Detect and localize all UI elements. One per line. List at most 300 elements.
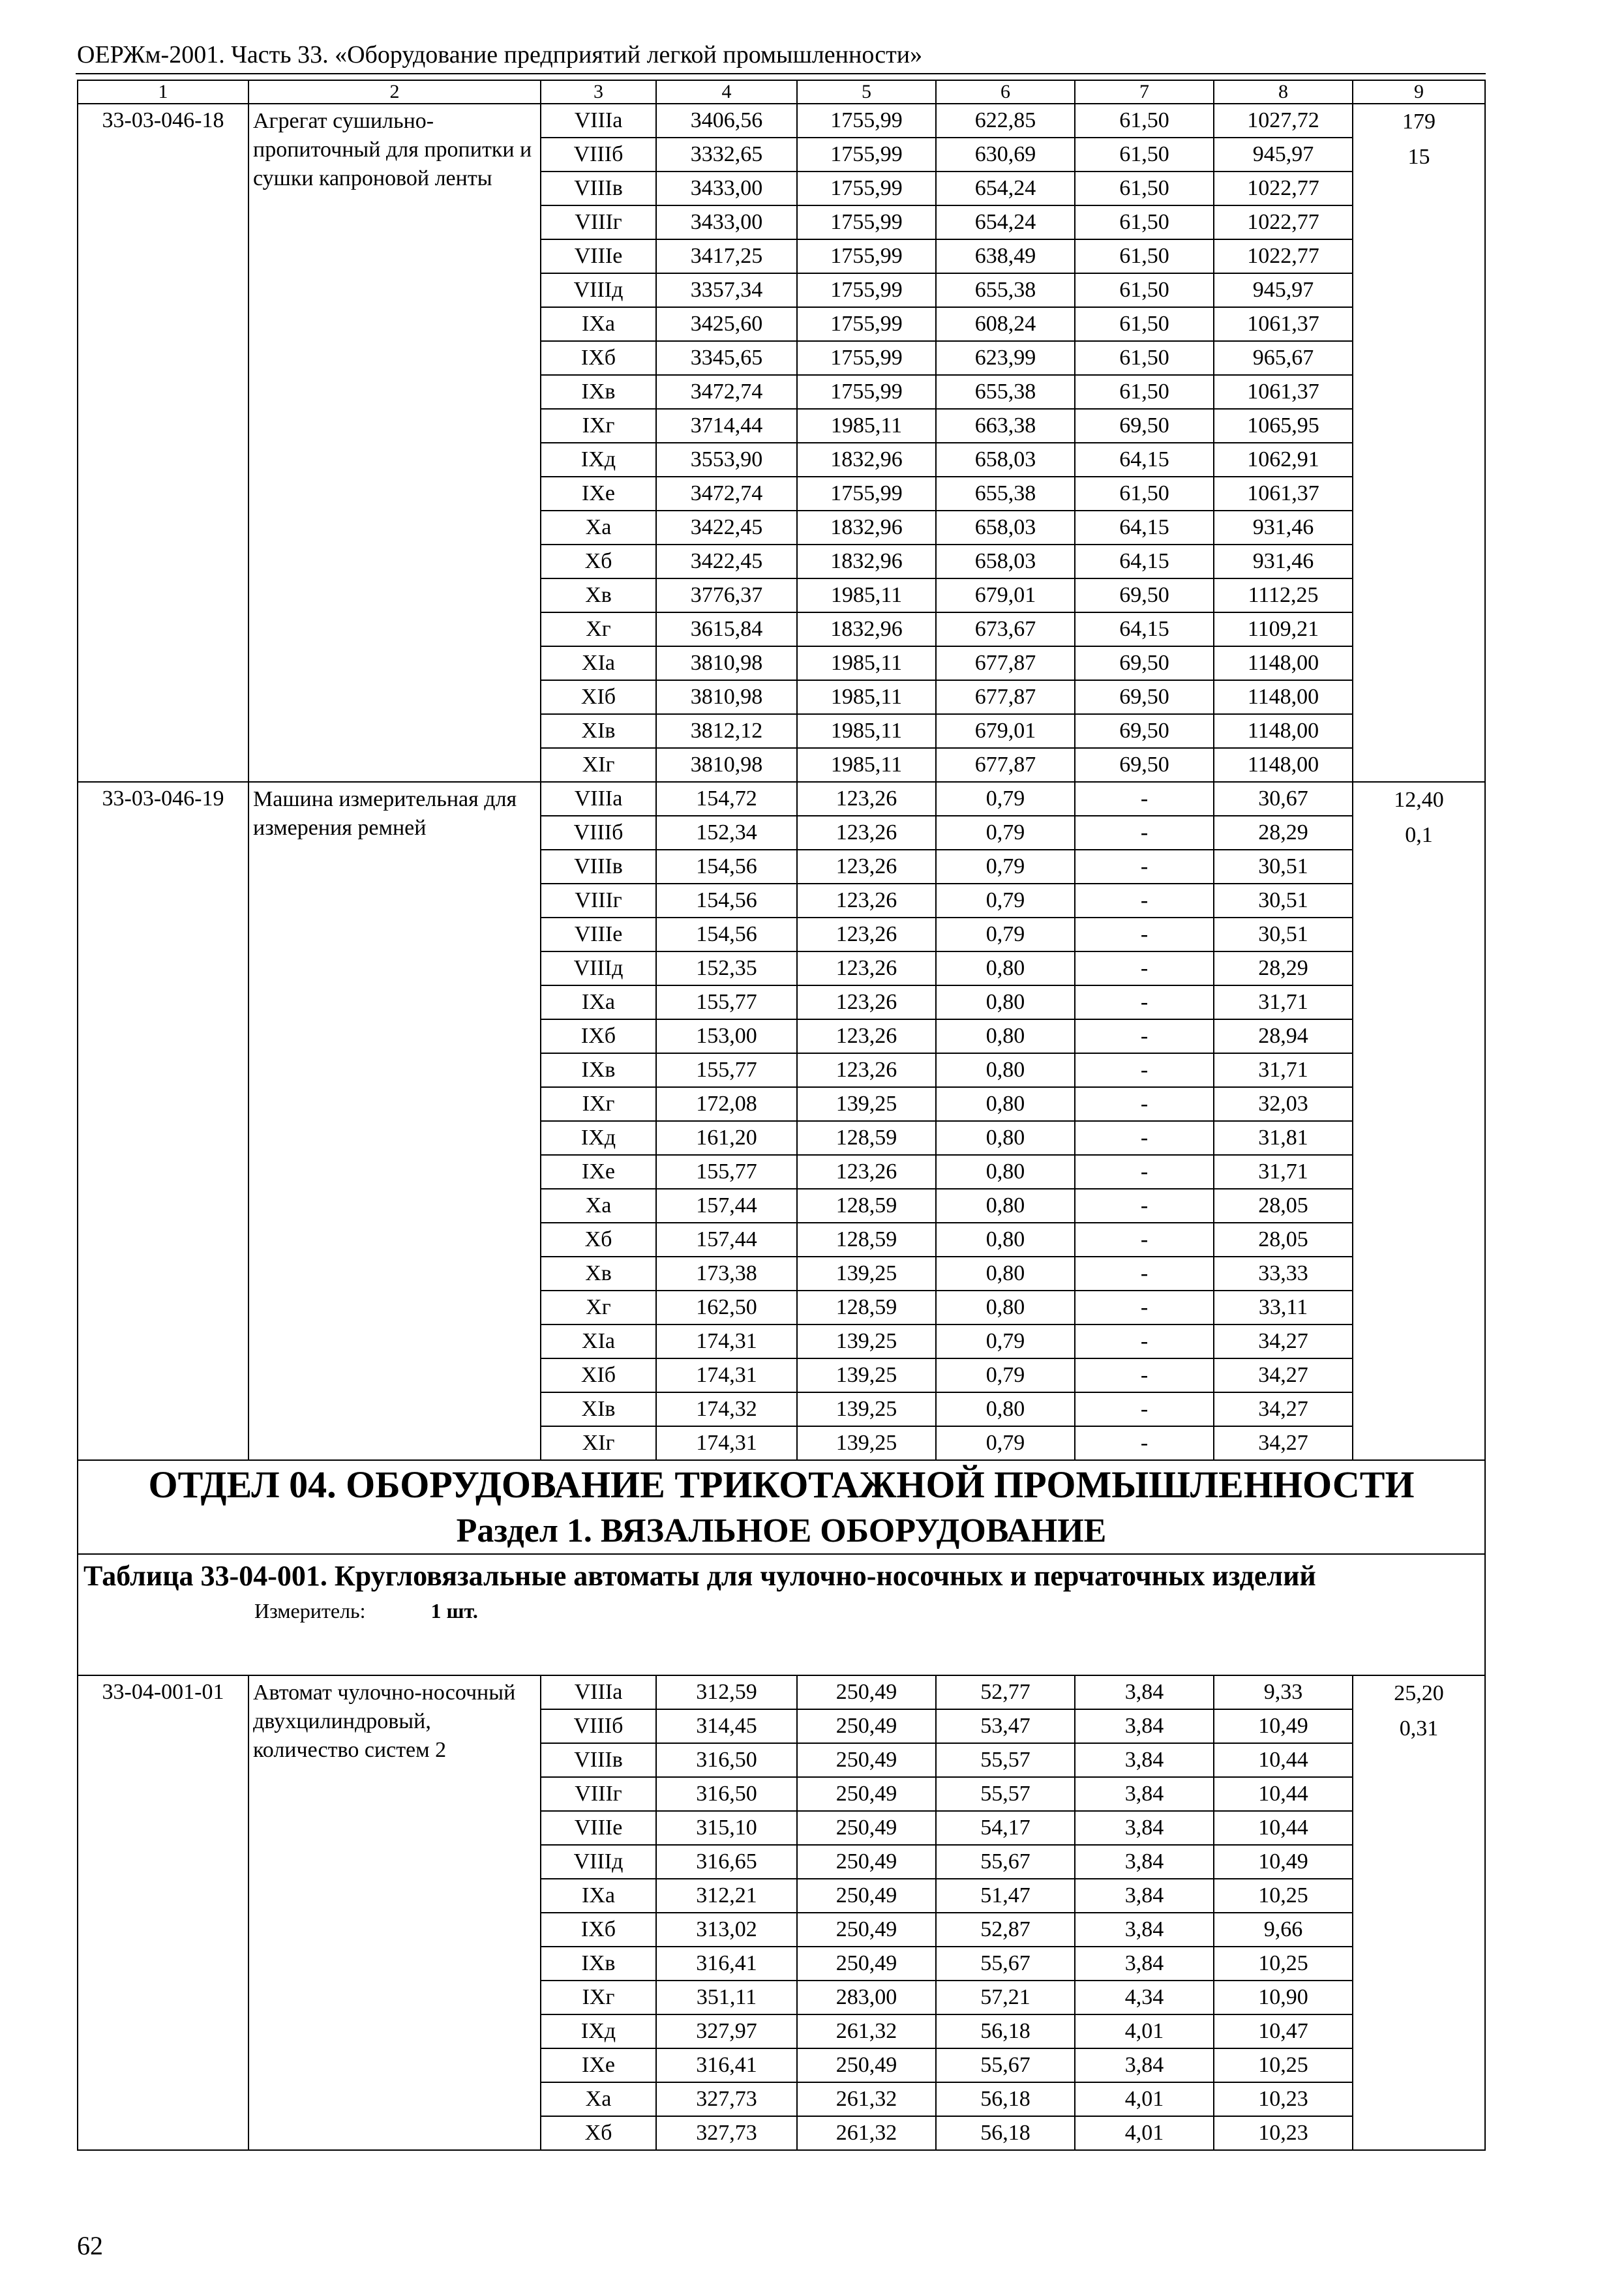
rate-value: 250,49 xyxy=(797,1675,936,1709)
rate-value: 55,57 xyxy=(936,1743,1075,1777)
rate-value: 139,25 xyxy=(797,1324,936,1358)
rate-value: 28,94 xyxy=(1214,1019,1353,1053)
rate-value: 162,50 xyxy=(656,1291,797,1324)
rate-value: 0,80 xyxy=(936,1053,1075,1087)
rate-value: 28,05 xyxy=(1214,1223,1353,1257)
rate-value: 123,26 xyxy=(797,782,936,816)
rate-value: 28,29 xyxy=(1214,816,1353,850)
region-code: VIIIб xyxy=(541,1709,656,1743)
region-code: VIIIа xyxy=(541,1675,656,1709)
equipment-name: Агрегат сушильно-пропиточный для пропитки и сушки капроновой ленты xyxy=(248,104,541,782)
table-row xyxy=(78,782,1485,816)
region-code: VIIIа xyxy=(541,104,656,138)
rate-value: 157,44 xyxy=(656,1189,797,1223)
rate-value: 172,08 xyxy=(656,1087,797,1121)
rate-value: 630,69 xyxy=(936,138,1075,172)
column-number: 3 xyxy=(541,80,656,104)
region-code: XIб xyxy=(541,680,656,714)
region-code: XIв xyxy=(541,714,656,748)
region-code: IXд xyxy=(541,1121,656,1155)
rate-value: 10,90 xyxy=(1214,1981,1353,2014)
column-number: 2 xyxy=(248,80,541,104)
header-rule xyxy=(76,73,1486,74)
rate-value: 1755,99 xyxy=(797,273,936,307)
rate-value: 123,26 xyxy=(797,1155,936,1189)
rate-value: 56,18 xyxy=(936,2082,1075,2116)
section-heading xyxy=(78,1460,1485,1554)
rate-value: 261,32 xyxy=(797,2014,936,2048)
rate-value: 0,79 xyxy=(936,1324,1075,1358)
equipment-name: Автомат чулочно-носочный двухцилиндровый, количество систем 2 xyxy=(248,1675,541,2150)
rate-value: 128,59 xyxy=(797,1291,936,1324)
rate-value: - xyxy=(1075,1257,1214,1291)
rate-value: 1061,37 xyxy=(1214,307,1353,341)
rate-value: 123,26 xyxy=(797,985,936,1019)
rate-value: - xyxy=(1075,816,1214,850)
rate-value: - xyxy=(1075,850,1214,884)
rate-value: 250,49 xyxy=(797,1743,936,1777)
rate-value: 123,26 xyxy=(797,884,936,918)
table-caption-row xyxy=(78,1554,1485,1675)
rate-value: 30,51 xyxy=(1214,884,1353,918)
rate-value: 161,20 xyxy=(656,1121,797,1155)
col9-value: 179 xyxy=(1402,110,1436,134)
rate-value: 61,50 xyxy=(1075,172,1214,205)
region-code: XIг xyxy=(541,748,656,782)
rate-value: 312,59 xyxy=(656,1675,797,1709)
rate-value: 3714,44 xyxy=(656,409,797,443)
measure-line xyxy=(83,1598,1479,1624)
rate-value: 10,44 xyxy=(1214,1777,1353,1811)
rate-value: 69,50 xyxy=(1075,748,1214,782)
rate-value: 677,87 xyxy=(936,646,1075,680)
rate-value: - xyxy=(1075,1358,1214,1392)
region-code: XIб xyxy=(541,1358,656,1392)
rate-value: - xyxy=(1075,1392,1214,1426)
rate-value: 931,46 xyxy=(1214,511,1353,545)
rate-value: 316,50 xyxy=(656,1743,797,1777)
rate-value: 1022,77 xyxy=(1214,172,1353,205)
rate-value: 31,71 xyxy=(1214,985,1353,1019)
rate-value: 61,50 xyxy=(1075,477,1214,511)
col9-value: 0,1 xyxy=(1405,823,1433,847)
rate-value: 55,67 xyxy=(936,1845,1075,1879)
rate-value: 3810,98 xyxy=(656,680,797,714)
region-code: IXе xyxy=(541,2048,656,2082)
region-code: IXв xyxy=(541,375,656,409)
rate-value: 123,26 xyxy=(797,918,936,951)
rate-value: 622,85 xyxy=(936,104,1075,138)
rate-value: - xyxy=(1075,1019,1214,1053)
region-code: IXе xyxy=(541,1155,656,1189)
rate-value: - xyxy=(1075,884,1214,918)
region-code: VIIIв xyxy=(541,850,656,884)
rate-value: 0,79 xyxy=(936,850,1075,884)
region-code: Xа xyxy=(541,511,656,545)
rate-value: - xyxy=(1075,782,1214,816)
rate-value: 3433,00 xyxy=(656,172,797,205)
rate-value: 10,47 xyxy=(1214,2014,1353,2048)
rate-value: 3,84 xyxy=(1075,1947,1214,1981)
rate-value: 10,49 xyxy=(1214,1845,1353,1879)
region-code: IXв xyxy=(541,1053,656,1087)
region-code: Xа xyxy=(541,2082,656,2116)
rate-value: 28,29 xyxy=(1214,951,1353,985)
region-code: IXд xyxy=(541,2014,656,2048)
rate-value: 313,02 xyxy=(656,1913,797,1947)
rate-value: 250,49 xyxy=(797,1947,936,1981)
rate-value: 1985,11 xyxy=(797,409,936,443)
rate-value: 673,67 xyxy=(936,612,1075,646)
region-code: IXг xyxy=(541,1087,656,1121)
rate-value: 679,01 xyxy=(936,714,1075,748)
rate-value: 1985,11 xyxy=(797,680,936,714)
rate-value: 655,38 xyxy=(936,375,1075,409)
rate-value: 931,46 xyxy=(1214,545,1353,578)
rate-value: 154,56 xyxy=(656,884,797,918)
rate-value: 52,87 xyxy=(936,1913,1075,1947)
rate-value: 4,34 xyxy=(1075,1981,1214,2014)
rate-value: 3357,34 xyxy=(656,273,797,307)
rate-value: - xyxy=(1075,951,1214,985)
rate-value: 3422,45 xyxy=(656,545,797,578)
rate-value: 0,79 xyxy=(936,918,1075,951)
rate-value: 655,38 xyxy=(936,477,1075,511)
rate-value: 3,84 xyxy=(1075,1811,1214,1845)
rate-code: 33-03-046-19 xyxy=(78,782,248,1460)
section-heading-row xyxy=(78,1460,1485,1554)
rate-value: 327,73 xyxy=(656,2082,797,2116)
region-code: IXб xyxy=(541,1019,656,1053)
rate-value: 3810,98 xyxy=(656,748,797,782)
rate-value: 155,77 xyxy=(656,1155,797,1189)
rate-value: 1755,99 xyxy=(797,375,936,409)
rate-value: 61,50 xyxy=(1075,239,1214,273)
rate-value: 0,80 xyxy=(936,985,1075,1019)
rate-value: 69,50 xyxy=(1075,646,1214,680)
rate-value: 4,01 xyxy=(1075,2116,1214,2150)
table-caption xyxy=(78,1554,1485,1675)
rate-value: 56,18 xyxy=(936,2014,1075,2048)
col9-value: 0,31 xyxy=(1399,1716,1439,1741)
rate-value: 677,87 xyxy=(936,680,1075,714)
rate-value: 61,50 xyxy=(1075,341,1214,375)
rate-value: 123,26 xyxy=(797,951,936,985)
rate-value: - xyxy=(1075,1087,1214,1121)
rate-value: 3345,65 xyxy=(656,341,797,375)
rate-value: 315,10 xyxy=(656,1811,797,1845)
rate-value: 31,71 xyxy=(1214,1053,1353,1087)
rate-value: 250,49 xyxy=(797,1913,936,1947)
rate-value: 155,77 xyxy=(656,1053,797,1087)
rate-value: 174,31 xyxy=(656,1324,797,1358)
rate-value: 30,51 xyxy=(1214,850,1353,884)
rate-value: - xyxy=(1075,1121,1214,1155)
rate-value: 69,50 xyxy=(1075,578,1214,612)
rate-value: 61,50 xyxy=(1075,205,1214,239)
column-number: 4 xyxy=(656,80,797,104)
rate-value: 1985,11 xyxy=(797,714,936,748)
rate-value: 53,47 xyxy=(936,1709,1075,1743)
region-code: IXв xyxy=(541,1947,656,1981)
rate-value: 654,24 xyxy=(936,172,1075,205)
rate-value: 10,25 xyxy=(1214,1879,1353,1913)
rate-value: 34,27 xyxy=(1214,1426,1353,1460)
region-code: Xа xyxy=(541,1189,656,1223)
rate-value: 55,67 xyxy=(936,1947,1075,1981)
region-code: VIIIг xyxy=(541,205,656,239)
rate-value: 3332,65 xyxy=(656,138,797,172)
rate-value: 1022,77 xyxy=(1214,205,1353,239)
rate-value: 1027,72 xyxy=(1214,104,1353,138)
rate-value: 128,59 xyxy=(797,1223,936,1257)
rate-value: 679,01 xyxy=(936,578,1075,612)
rate-value: 10,23 xyxy=(1214,2116,1353,2150)
equipment-name: Машина измерительная для измерения ремней xyxy=(248,782,541,1460)
region-code: IXе xyxy=(541,477,656,511)
rate-value: 10,25 xyxy=(1214,1947,1353,1981)
rate-value: 4,01 xyxy=(1075,2082,1214,2116)
rate-value: 1065,95 xyxy=(1214,409,1353,443)
col9-value: 15 xyxy=(1407,145,1430,169)
rate-value: 1148,00 xyxy=(1214,680,1353,714)
rates-table xyxy=(77,80,1486,2151)
rate-value: 1832,96 xyxy=(797,443,936,477)
rate-value: 351,11 xyxy=(656,1981,797,2014)
region-code: IXг xyxy=(541,409,656,443)
region-code: Xг xyxy=(541,1291,656,1324)
measure-unit: 1 шт. xyxy=(430,1599,478,1623)
region-code: IXг xyxy=(541,1981,656,2014)
rate-value: 123,26 xyxy=(797,1053,936,1087)
column-number: 1 xyxy=(78,80,248,104)
section-subtitle: Раздел 1. ВЯЗАЛЬНОЕ ОБОРУДОВАНИЕ xyxy=(456,1512,1107,1549)
rate-value: - xyxy=(1075,1189,1214,1223)
rate-code: 33-03-046-18 xyxy=(78,104,248,782)
rate-value: 157,44 xyxy=(656,1223,797,1257)
rate-value: 3425,60 xyxy=(656,307,797,341)
rate-value: 0,80 xyxy=(936,1257,1075,1291)
rate-value: 128,59 xyxy=(797,1189,936,1223)
rate-value: 154,72 xyxy=(656,782,797,816)
rate-value: 1062,91 xyxy=(1214,443,1353,477)
rate-value: 1755,99 xyxy=(797,205,936,239)
rate-value: 945,97 xyxy=(1214,273,1353,307)
rate-value: 61,50 xyxy=(1075,273,1214,307)
rate-value: 0,80 xyxy=(936,951,1075,985)
region-code: XIв xyxy=(541,1392,656,1426)
rate-value: 250,49 xyxy=(797,1879,936,1913)
page-header: ОЕРЖм-2001. Часть 33. «Оборудование предприятий легкой промышленности» xyxy=(77,41,923,68)
rate-value: 1755,99 xyxy=(797,341,936,375)
rate-value: 327,73 xyxy=(656,2116,797,2150)
rate-value: 654,24 xyxy=(936,205,1075,239)
rate-value: 28,05 xyxy=(1214,1189,1353,1223)
rate-value: 1832,96 xyxy=(797,545,936,578)
rate-value: 1832,96 xyxy=(797,612,936,646)
measure-label: Измеритель: xyxy=(254,1599,366,1623)
rate-value: 3472,74 xyxy=(656,375,797,409)
rate-value: 658,03 xyxy=(936,443,1075,477)
rate-value: 663,38 xyxy=(936,409,1075,443)
rate-value: 10,44 xyxy=(1214,1743,1353,1777)
rate-value: 69,50 xyxy=(1075,714,1214,748)
region-code: Xб xyxy=(541,2116,656,2150)
region-code: IXд xyxy=(541,443,656,477)
rate-value: 3,84 xyxy=(1075,1709,1214,1743)
rate-value: 0,79 xyxy=(936,1426,1075,1460)
table-row xyxy=(78,1675,1485,1709)
rate-value: 1755,99 xyxy=(797,138,936,172)
rate-value: 3812,12 xyxy=(656,714,797,748)
rate-value: - xyxy=(1075,1426,1214,1460)
rate-value: 123,26 xyxy=(797,850,936,884)
rate-value: 283,00 xyxy=(797,1981,936,2014)
rate-value: 64,15 xyxy=(1075,511,1214,545)
rate-value: 608,24 xyxy=(936,307,1075,341)
rate-value: 677,87 xyxy=(936,748,1075,782)
rate-value: 139,25 xyxy=(797,1087,936,1121)
rate-value: 10,44 xyxy=(1214,1811,1353,1845)
region-code: IXб xyxy=(541,1913,656,1947)
rate-value: 0,80 xyxy=(936,1189,1075,1223)
rate-value: 250,49 xyxy=(797,1811,936,1845)
rate-value: 10,23 xyxy=(1214,2082,1353,2116)
rate-value: - xyxy=(1075,985,1214,1019)
rate-value: 154,56 xyxy=(656,918,797,951)
rate-value: 0,80 xyxy=(936,1019,1075,1053)
rate-value: 0,80 xyxy=(936,1087,1075,1121)
rate-value: 0,79 xyxy=(936,884,1075,918)
rate-value: 3810,98 xyxy=(656,646,797,680)
rate-value: 638,49 xyxy=(936,239,1075,273)
rate-value: 250,49 xyxy=(797,1709,936,1743)
rate-value: 3417,25 xyxy=(656,239,797,273)
region-code: VIIIб xyxy=(541,138,656,172)
rate-value: 51,47 xyxy=(936,1879,1075,1913)
region-code: VIIIа xyxy=(541,782,656,816)
region-code: VIIIд xyxy=(541,1845,656,1879)
rate-value: - xyxy=(1075,1155,1214,1189)
region-code: Xв xyxy=(541,578,656,612)
rate-value: 61,50 xyxy=(1075,104,1214,138)
region-code: IXа xyxy=(541,985,656,1019)
column-number: 6 xyxy=(936,80,1075,104)
rate-value: 30,51 xyxy=(1214,918,1353,951)
column-number: 5 xyxy=(797,80,936,104)
rate-value: 1112,25 xyxy=(1214,578,1353,612)
rate-value: 1109,21 xyxy=(1214,612,1353,646)
rate-value: 3,84 xyxy=(1075,1675,1214,1709)
region-code: XIа xyxy=(541,646,656,680)
region-code: VIIIд xyxy=(541,273,656,307)
rate-value: 623,99 xyxy=(936,341,1075,375)
region-code: IXа xyxy=(541,307,656,341)
column-number: 9 xyxy=(1353,80,1485,104)
rates-table-body xyxy=(78,80,1485,2150)
region-code: VIIIе xyxy=(541,239,656,273)
region-code: VIIIв xyxy=(541,172,656,205)
rate-value: 64,15 xyxy=(1075,612,1214,646)
rate-value: 1985,11 xyxy=(797,646,936,680)
rate-value: 64,15 xyxy=(1075,443,1214,477)
rate-value: 945,97 xyxy=(1214,138,1353,172)
region-code: Xб xyxy=(541,1223,656,1257)
rate-value: 3,84 xyxy=(1075,1777,1214,1811)
rate-value: 153,00 xyxy=(656,1019,797,1053)
rate-value: 31,81 xyxy=(1214,1121,1353,1155)
rate-value: 139,25 xyxy=(797,1358,936,1392)
rate-value: 33,33 xyxy=(1214,1257,1353,1291)
rate-value: 1148,00 xyxy=(1214,714,1353,748)
rate-value: 261,32 xyxy=(797,2116,936,2150)
region-code: IXа xyxy=(541,1879,656,1913)
rate-value: 3472,74 xyxy=(656,477,797,511)
column-numbers-row xyxy=(78,80,1485,104)
rate-value: 0,79 xyxy=(936,782,1075,816)
rate-value: 10,49 xyxy=(1214,1709,1353,1743)
rate-value: 1755,99 xyxy=(797,104,936,138)
rate-value: 327,97 xyxy=(656,2014,797,2048)
rate-value: 1755,99 xyxy=(797,239,936,273)
page-number: 62 xyxy=(77,2231,103,2260)
rate-value: 658,03 xyxy=(936,511,1075,545)
rate-value: 0,80 xyxy=(936,1121,1075,1155)
rate-value: 34,27 xyxy=(1214,1358,1353,1392)
region-code: Xг xyxy=(541,612,656,646)
col9-values xyxy=(1353,1675,1485,2150)
rate-value: - xyxy=(1075,1053,1214,1087)
region-code: Xб xyxy=(541,545,656,578)
rate-value: 3615,84 xyxy=(656,612,797,646)
rate-value: 3,84 xyxy=(1075,1879,1214,1913)
rate-value: 312,21 xyxy=(656,1879,797,1913)
rate-value: - xyxy=(1075,918,1214,951)
rate-value: 250,49 xyxy=(797,1845,936,1879)
table-row xyxy=(78,104,1485,138)
region-code: VIIIг xyxy=(541,884,656,918)
rate-value: 54,17 xyxy=(936,1811,1075,1845)
rate-value: 3776,37 xyxy=(656,578,797,612)
rate-value: 69,50 xyxy=(1075,409,1214,443)
rate-value: 31,71 xyxy=(1214,1155,1353,1189)
rate-value: 9,33 xyxy=(1214,1675,1353,1709)
col9-values xyxy=(1353,104,1485,782)
region-code: Xв xyxy=(541,1257,656,1291)
rate-value: 655,38 xyxy=(936,273,1075,307)
rate-value: 1061,37 xyxy=(1214,477,1353,511)
column-number: 8 xyxy=(1214,80,1353,104)
rate-value: - xyxy=(1075,1324,1214,1358)
rate-value: 1985,11 xyxy=(797,578,936,612)
rate-value: 32,03 xyxy=(1214,1087,1353,1121)
rate-value: 128,59 xyxy=(797,1121,936,1155)
region-code: VIIIе xyxy=(541,1811,656,1845)
rate-value: 52,77 xyxy=(936,1675,1075,1709)
rate-value: 0,79 xyxy=(936,816,1075,850)
region-code: IXб xyxy=(541,341,656,375)
rate-value: 155,77 xyxy=(656,985,797,1019)
rate-value: 0,79 xyxy=(936,1358,1075,1392)
rate-value: 10,25 xyxy=(1214,2048,1353,2082)
rate-value: 1148,00 xyxy=(1214,748,1353,782)
rate-value: 3433,00 xyxy=(656,205,797,239)
region-code: VIIIб xyxy=(541,816,656,850)
region-code: VIIIд xyxy=(541,951,656,985)
section-title: ОТДЕЛ 04. ОБОРУДОВАНИЕ ТРИКОТАЖНОЙ ПРОМЫШЛЕННОСТИ xyxy=(148,1463,1415,1506)
rate-value: 0,80 xyxy=(936,1291,1075,1324)
region-code: XIг xyxy=(541,1426,656,1460)
